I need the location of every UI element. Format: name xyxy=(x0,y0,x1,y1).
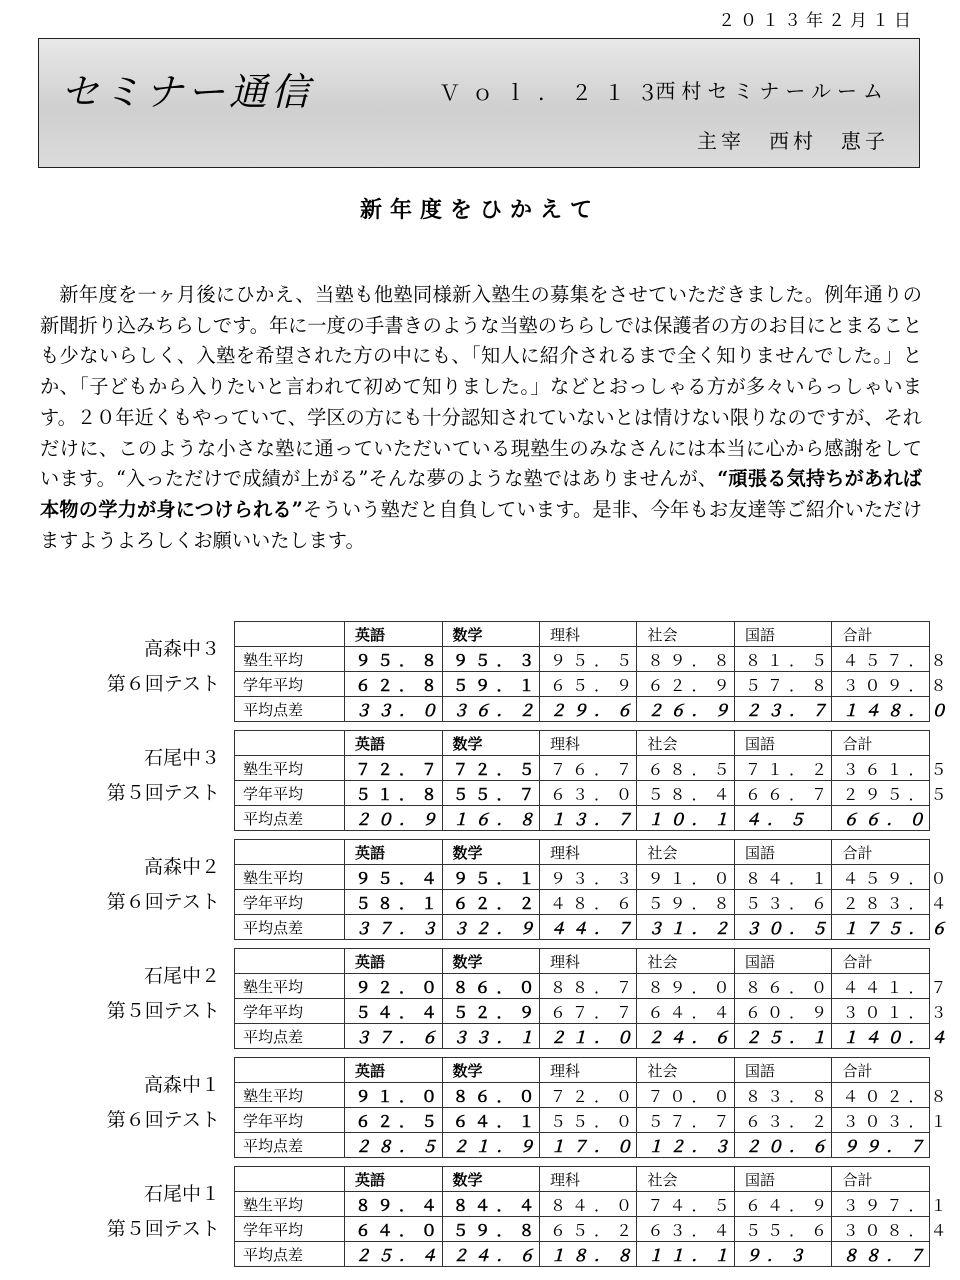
score-cell: ７１．２ xyxy=(734,756,831,781)
score-cell: １４０．４ xyxy=(832,1024,930,1049)
score-cell: ５８．１ xyxy=(345,890,442,915)
test-name: 第６回テスト xyxy=(106,1109,220,1131)
score-cell: ８１．５ xyxy=(734,647,831,672)
score-cell: ３６１．５ xyxy=(832,756,930,781)
column-header: 数学 xyxy=(442,622,539,647)
column-header: 数学 xyxy=(442,949,539,974)
score-block xyxy=(40,621,953,720)
score-cell: ５９．８ xyxy=(442,1217,539,1242)
table-row xyxy=(235,1242,930,1267)
row-label: 平均点差 xyxy=(235,697,345,722)
score-block xyxy=(40,1166,953,1265)
score-cell: ２０．９ xyxy=(345,806,442,831)
score-cell: １７５．６ xyxy=(832,915,930,940)
organization-name: 西村セミナールーム xyxy=(655,79,889,103)
column-header: 国語 xyxy=(734,1058,831,1083)
score-cell: ６３．２ xyxy=(734,1108,831,1133)
school-name: 高森中３ xyxy=(143,638,220,660)
score-cell: ６４．０ xyxy=(345,1217,442,1242)
score-cell: ９１．０ xyxy=(637,865,734,890)
newsletter-title: セミナー通信 xyxy=(61,70,314,114)
table-row xyxy=(235,999,930,1024)
score-cell: ３０３．１ xyxy=(832,1108,930,1133)
column-header: 社会 xyxy=(637,1167,734,1192)
score-cell: ６６．０ xyxy=(832,806,930,831)
score-cell: ３３．０ xyxy=(345,697,442,722)
row-label: 塾生平均 xyxy=(235,974,345,999)
score-cell: ２５．１ xyxy=(734,1024,831,1049)
score-cell: ２４．６ xyxy=(442,1242,539,1267)
row-label: 学年平均 xyxy=(235,890,345,915)
score-cell: ３７．３ xyxy=(345,915,442,940)
score-block xyxy=(40,730,953,829)
table-row xyxy=(235,915,930,940)
row-label: 平均点差 xyxy=(235,1024,345,1049)
score-cell: ３３．１ xyxy=(442,1024,539,1049)
score-cell: ２６．９ xyxy=(637,697,734,722)
score-cell: ９９．７ xyxy=(832,1133,930,1158)
score-cell: ３０８．４ xyxy=(832,1217,930,1242)
row-label: 平均点差 xyxy=(235,806,345,831)
score-cell: ６５．２ xyxy=(540,1217,637,1242)
table-row xyxy=(235,1083,930,1108)
score-cell: １４８．０ xyxy=(832,697,930,722)
score-block xyxy=(40,948,953,1047)
score-cell: ６８．５ xyxy=(637,756,734,781)
column-header: 社会 xyxy=(637,1058,734,1083)
table-row xyxy=(235,890,930,915)
score-cell: １１．１ xyxy=(637,1242,734,1267)
score-cell: １３．７ xyxy=(540,806,637,831)
column-header: 社会 xyxy=(637,622,734,647)
column-header: 理科 xyxy=(540,1058,637,1083)
score-cell: ８９．０ xyxy=(637,974,734,999)
score-cell: ９５．１ xyxy=(442,865,539,890)
score-cell: ３９７．１ xyxy=(832,1192,930,1217)
score-cell: ６０．９ xyxy=(734,999,831,1024)
score-cell: １７．０ xyxy=(540,1133,637,1158)
row-label: 塾生平均 xyxy=(235,1192,345,1217)
header-empty-cell xyxy=(235,622,345,647)
score-cell: ５３．６ xyxy=(734,890,831,915)
score-cell: ４４１．７ xyxy=(832,974,930,999)
score-table xyxy=(234,948,953,1049)
column-header: 合計 xyxy=(832,840,930,865)
table-header-row xyxy=(235,731,930,756)
column-header: 英語 xyxy=(345,1167,442,1192)
table-row xyxy=(235,647,930,672)
row-label: 学年平均 xyxy=(235,1217,345,1242)
test-name: 第５回テスト xyxy=(106,1000,220,1022)
column-header: 国語 xyxy=(734,1167,831,1192)
row-label: 塾生平均 xyxy=(235,756,345,781)
column-header: 理科 xyxy=(540,731,637,756)
column-header: 理科 xyxy=(540,840,637,865)
table-header-row xyxy=(235,840,930,865)
row-label: 学年平均 xyxy=(235,1108,345,1133)
score-cell: ６２．５ xyxy=(345,1108,442,1133)
article-body-emphasis: “頑張る気持ちがあれば本物の学力が身につけられる” xyxy=(40,467,922,521)
score-cell: ５１．８ xyxy=(345,781,442,806)
score-cell: ２４．６ xyxy=(637,1024,734,1049)
score-cell: ９５．３ xyxy=(442,647,539,672)
table-row xyxy=(235,1108,930,1133)
table-row xyxy=(235,672,930,697)
score-table xyxy=(234,1057,953,1158)
score-cell: ６４．４ xyxy=(637,999,734,1024)
score-cell: ８９．８ xyxy=(637,647,734,672)
score-cell: １８．８ xyxy=(540,1242,637,1267)
score-cell: ５５．６ xyxy=(734,1217,831,1242)
article-title: 新年度をひかえて xyxy=(359,197,600,223)
table-row xyxy=(235,865,930,890)
score-cell: ２１．０ xyxy=(540,1024,637,1049)
column-header: 合計 xyxy=(832,731,930,756)
volume-number: Ｖｏｌ．２１３ xyxy=(439,81,670,105)
column-header: 社会 xyxy=(637,949,734,974)
score-cell: ９．３ xyxy=(734,1242,831,1267)
score-cell: ６７．７ xyxy=(540,999,637,1024)
score-cell: ８３．８ xyxy=(734,1083,831,1108)
score-cell: ７４．５ xyxy=(637,1192,734,1217)
score-cell: １２．３ xyxy=(637,1133,734,1158)
table-row xyxy=(235,1192,930,1217)
column-header: 国語 xyxy=(734,949,831,974)
score-cell: ３０１．３ xyxy=(832,999,930,1024)
score-cell: １６．８ xyxy=(442,806,539,831)
column-header: 英語 xyxy=(345,840,442,865)
score-cell: ６２．８ xyxy=(345,672,442,697)
score-table xyxy=(234,1166,953,1267)
row-label: 学年平均 xyxy=(235,672,345,697)
score-cell: ２０．６ xyxy=(734,1133,831,1158)
column-header: 数学 xyxy=(442,731,539,756)
score-cell: ２９５．５ xyxy=(832,781,930,806)
table-header-row xyxy=(235,949,930,974)
column-header: 社会 xyxy=(637,840,734,865)
score-cell: ９１．０ xyxy=(345,1083,442,1108)
header-empty-cell xyxy=(235,731,345,756)
column-header: 英語 xyxy=(345,1058,442,1083)
score-cell: ３０９．８ xyxy=(832,672,930,697)
score-table xyxy=(234,621,953,722)
score-cell: ７２．０ xyxy=(540,1083,637,1108)
score-block xyxy=(40,1057,953,1156)
score-cell: ６３．０ xyxy=(540,781,637,806)
school-name: 石尾中１ xyxy=(143,1183,220,1205)
column-header: 英語 xyxy=(345,731,442,756)
score-cell: ５２．９ xyxy=(442,999,539,1024)
score-table xyxy=(234,839,953,940)
score-cell: ２９．６ xyxy=(540,697,637,722)
row-label: 塾生平均 xyxy=(235,647,345,672)
score-cell: ３７．６ xyxy=(345,1024,442,1049)
score-cell: ８８．７ xyxy=(540,974,637,999)
editor-name: 主宰 西村 恵子 xyxy=(697,129,889,153)
score-cell: ９３．３ xyxy=(540,865,637,890)
row-label: 平均点差 xyxy=(235,915,345,940)
score-cell: ２５．４ xyxy=(345,1242,442,1267)
score-cell: ７０．０ xyxy=(637,1083,734,1108)
column-header: 英語 xyxy=(345,622,442,647)
score-cell: ５７．７ xyxy=(637,1108,734,1133)
score-cell: ５９．８ xyxy=(637,890,734,915)
score-cell: ６３．４ xyxy=(637,1217,734,1242)
score-cell: ２８３．４ xyxy=(832,890,930,915)
header-empty-cell xyxy=(235,949,345,974)
column-header: 数学 xyxy=(442,1167,539,1192)
column-header: 数学 xyxy=(442,1058,539,1083)
header-empty-cell xyxy=(235,840,345,865)
school-name: 高森中１ xyxy=(143,1074,220,1096)
row-label: 塾生平均 xyxy=(235,865,345,890)
score-cell: ５７．８ xyxy=(734,672,831,697)
column-header: 理科 xyxy=(540,1167,637,1192)
score-cell: ５５．０ xyxy=(540,1108,637,1133)
row-label: 塾生平均 xyxy=(235,1083,345,1108)
score-cell: ８４．１ xyxy=(734,865,831,890)
score-cell: ９５．５ xyxy=(540,647,637,672)
column-header: 理科 xyxy=(540,949,637,974)
article-body xyxy=(40,280,922,556)
score-block xyxy=(40,839,953,938)
article-body-part1: 新年度を一ヶ月後にひかえ、当塾も他塾同様新入塾生の募集をさせていただきました。例年通りの新聞折り込みちらしです。年に一度の手書きのような当塾のちらしでは保護者の方のお目にとまることも少ないらしく、入塾を希望された方の中にも、「知人に紹介されるまで全く知りませんでした。」とか、「子どもから入りたいと言われて初めて知りました。」などとおっしゃる方が多々いらっしゃいます。２０年近くもやっていて、学区の方にも十分認知されていないとは情けない限りなのですが、それだけに、このような小さな塾に通っていただいている現塾生のみなさんには本当に心から感謝をしています。“入っただけで成績が上がる”そんな夢のような塾ではありませんが、 xyxy=(40,283,922,491)
score-cell: ９５．４ xyxy=(345,865,442,890)
column-header: 社会 xyxy=(637,731,734,756)
school-name: 高森中２ xyxy=(143,856,220,878)
table-row xyxy=(235,697,930,722)
table-row xyxy=(235,756,930,781)
score-cell: ４０２．８ xyxy=(832,1083,930,1108)
column-header: 合計 xyxy=(832,1058,930,1083)
school-name: 石尾中２ xyxy=(143,965,220,987)
score-cell: ３２．９ xyxy=(442,915,539,940)
score-cell: ２１．９ xyxy=(442,1133,539,1158)
table-header-row xyxy=(235,1167,930,1192)
header-empty-cell xyxy=(235,1058,345,1083)
article-body-part2: そういう塾だと自負しています。是非、今年もお友達等ご紹介いただけますようよろしくお願いいたします。 xyxy=(40,497,923,552)
score-cell: ８６．０ xyxy=(734,974,831,999)
score-cell: ６２．２ xyxy=(442,890,539,915)
table-header-row xyxy=(235,622,930,647)
column-header: 英語 xyxy=(345,949,442,974)
column-header: 合計 xyxy=(832,1167,930,1192)
score-cell: ４．５ xyxy=(734,806,831,831)
table-row xyxy=(235,781,930,806)
score-table xyxy=(234,730,953,831)
table-row xyxy=(235,1133,930,1158)
score-cell: ２８．５ xyxy=(345,1133,442,1158)
score-cell: ３０．５ xyxy=(734,915,831,940)
score-cell: ３１．２ xyxy=(637,915,734,940)
table-header-row xyxy=(235,1058,930,1083)
score-cell: ６６．７ xyxy=(734,781,831,806)
table-row xyxy=(235,1024,930,1049)
score-cell: ６２．９ xyxy=(637,672,734,697)
score-cell: ８４．０ xyxy=(540,1192,637,1217)
score-cell: ６５．９ xyxy=(540,672,637,697)
score-cell: ４４．７ xyxy=(540,915,637,940)
header-empty-cell xyxy=(235,1167,345,1192)
column-header: 理科 xyxy=(540,622,637,647)
column-header: 国語 xyxy=(734,840,831,865)
score-cell: ９５．８ xyxy=(345,647,442,672)
table-row xyxy=(235,1217,930,1242)
score-cell: １０．１ xyxy=(637,806,734,831)
test-name: 第５回テスト xyxy=(106,782,220,804)
score-cell: ８６．０ xyxy=(442,1083,539,1108)
score-cell: ４５７．８ xyxy=(832,647,930,672)
column-header: 国語 xyxy=(734,731,831,756)
column-header: 数学 xyxy=(442,840,539,865)
test-name: 第６回テスト xyxy=(106,891,220,913)
score-cell: ７６．７ xyxy=(540,756,637,781)
score-cell: ８６．０ xyxy=(442,974,539,999)
column-header: 合計 xyxy=(832,949,930,974)
score-cell: ６４．１ xyxy=(442,1108,539,1133)
row-label: 学年平均 xyxy=(235,781,345,806)
score-cell: ４８．６ xyxy=(540,890,637,915)
score-cell: ８４．４ xyxy=(442,1192,539,1217)
score-cell: ５９．１ xyxy=(442,672,539,697)
score-cell: ３６．２ xyxy=(442,697,539,722)
issue-date: ２０１３年２月１日 xyxy=(718,11,916,31)
table-row xyxy=(235,806,930,831)
score-cell: ４５９．０ xyxy=(832,865,930,890)
score-cell: ５５．７ xyxy=(442,781,539,806)
test-name: 第５回テスト xyxy=(106,1218,220,1240)
school-name: 石尾中３ xyxy=(143,747,220,769)
row-label: 学年平均 xyxy=(235,999,345,1024)
score-cell: ２３．７ xyxy=(734,697,831,722)
score-cell: ５４．４ xyxy=(345,999,442,1024)
row-label: 平均点差 xyxy=(235,1133,345,1158)
row-label: 平均点差 xyxy=(235,1242,345,1267)
score-cell: ６４．９ xyxy=(734,1192,831,1217)
table-row xyxy=(235,974,930,999)
score-cell: ８８．７ xyxy=(832,1242,930,1267)
test-name: 第６回テスト xyxy=(106,673,220,695)
score-cell: ８９．４ xyxy=(345,1192,442,1217)
score-cell: ９２．０ xyxy=(345,974,442,999)
column-header: 合計 xyxy=(832,622,930,647)
score-cell: ７２．５ xyxy=(442,756,539,781)
newsletter-header xyxy=(38,38,920,168)
column-header: 国語 xyxy=(734,622,831,647)
score-cell: ５８．４ xyxy=(637,781,734,806)
score-cell: ７２．７ xyxy=(345,756,442,781)
